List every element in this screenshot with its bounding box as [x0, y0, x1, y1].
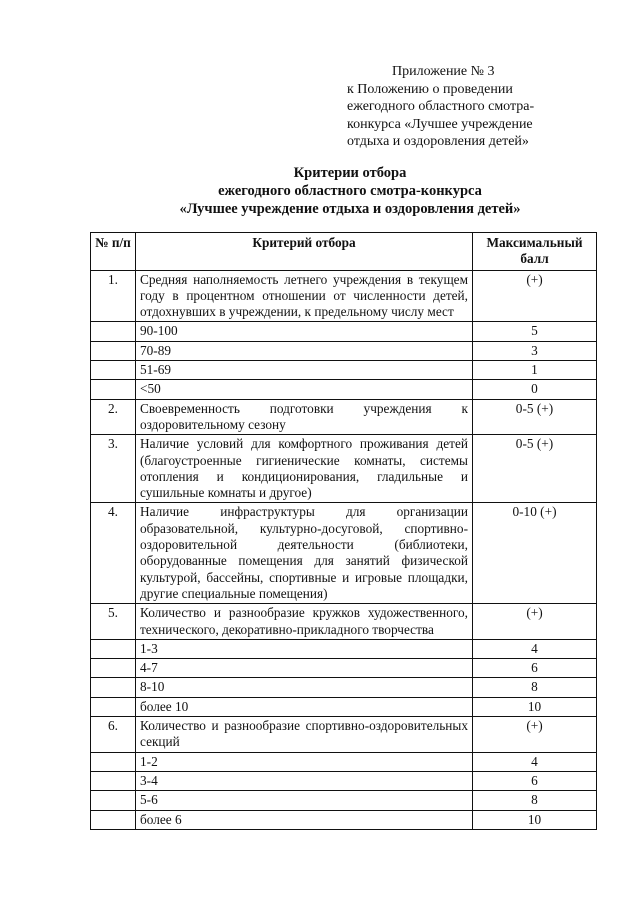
table-row — [91, 322, 597, 341]
table-row — [91, 697, 597, 716]
header-num: № п/п — [91, 233, 136, 271]
row-criterion: Количество и разнообразие спортивно-оздоровительных секций — [136, 717, 473, 753]
table-row — [91, 659, 597, 678]
row-criterion: Наличие условий для комфортного проживания детей (благоустроенные гигиенические комнаты, системы отопления и кондиционирования, гладильные и сушильные комнаты и другое) — [136, 435, 473, 503]
title-line: «Лучшее учреждение отдыха и оздоровления детей» — [179, 201, 521, 217]
row-number — [91, 361, 136, 380]
row-score: 0-5 (+) — [473, 435, 597, 503]
row-number — [91, 322, 136, 341]
appendix-line: к Положению о проведении — [347, 81, 513, 97]
row-criterion: Количество и разнообразие кружков художественного, технического, декоративно-прикладного творчества — [136, 604, 473, 640]
row-number: 2. — [91, 399, 136, 435]
table-row — [91, 380, 597, 399]
appendix-header — [347, 63, 587, 151]
row-number: 1. — [91, 270, 136, 322]
table-body — [91, 270, 597, 829]
table-row — [91, 639, 597, 658]
table-row — [91, 361, 597, 380]
document-title — [60, 164, 640, 218]
row-criterion: 51-69 — [136, 361, 473, 380]
row-number — [91, 678, 136, 697]
row-score: 8 — [473, 791, 597, 810]
table-row — [91, 604, 597, 640]
row-criterion: 4-7 — [136, 659, 473, 678]
row-criterion: Средняя наполняемость летнего учреждения в текущем году в процентном отношении от численности детей, отдохнувших в учреждении, к предельному числу мест — [136, 270, 473, 322]
row-criterion: более 6 — [136, 810, 473, 829]
header-score: Максимальный балл — [473, 233, 597, 271]
row-criterion: 3-4 — [136, 771, 473, 790]
row-criterion: 1-3 — [136, 639, 473, 658]
row-score: (+) — [473, 717, 597, 753]
table-row — [91, 771, 597, 790]
row-score: 5 — [473, 322, 597, 341]
appendix-line: Приложение № 3 — [392, 64, 495, 79]
row-number — [91, 791, 136, 810]
row-score: 1 — [473, 361, 597, 380]
table-row — [91, 810, 597, 829]
row-criterion: Наличие инфраструктуры для организации образовательной, культурно-досуговой, спортивно-оздоровительной деятельности (библиотеки, оборудованные помещения для занятий физической культурой, бассейны, спортивные и игровые площадки, другие специальные помещения) — [136, 503, 473, 604]
row-score: 4 — [473, 752, 597, 771]
table-row — [91, 399, 597, 435]
row-number: 5. — [91, 604, 136, 640]
row-score: 6 — [473, 771, 597, 790]
table-row — [91, 791, 597, 810]
row-criterion: 70-89 — [136, 341, 473, 360]
row-criterion: более 10 — [136, 697, 473, 716]
row-criterion: Своевременность подготовки учреждения к оздоровительному сезону — [136, 399, 473, 435]
row-score: 3 — [473, 341, 597, 360]
row-score: 0-5 (+) — [473, 399, 597, 435]
row-criterion: <50 — [136, 380, 473, 399]
row-score: 6 — [473, 659, 597, 678]
header-criterion: Критерий отбора — [136, 233, 473, 271]
table-row — [91, 678, 597, 697]
table-row — [91, 503, 597, 604]
row-score: 0 — [473, 380, 597, 399]
row-number — [91, 659, 136, 678]
row-number — [91, 341, 136, 360]
title-line: ежегодного областного смотра-конкурса — [218, 183, 482, 199]
appendix-line: ежегодного областного смотра- — [347, 99, 535, 114]
row-score: 0-10 (+) — [473, 503, 597, 604]
row-criterion: 5-6 — [136, 791, 473, 810]
criteria-table — [90, 232, 597, 830]
row-number — [91, 639, 136, 658]
table-row — [91, 752, 597, 771]
title-line: Критерии отбора — [293, 165, 407, 181]
row-number: 4. — [91, 503, 136, 604]
appendix-line: конкурса «Лучшее учреждение — [347, 116, 533, 132]
table-row — [91, 341, 597, 360]
row-number: 6. — [91, 717, 136, 753]
table-row — [91, 435, 597, 503]
appendix-line: отдыха и оздоровления детей» — [347, 134, 529, 149]
table-row — [91, 717, 597, 753]
row-criterion: 90-100 — [136, 322, 473, 341]
row-number — [91, 697, 136, 716]
row-criterion: 1-2 — [136, 752, 473, 771]
row-number — [91, 771, 136, 790]
row-number: 3. — [91, 435, 136, 503]
row-score: (+) — [473, 270, 597, 322]
table-header-row — [91, 233, 597, 271]
table-row — [91, 270, 597, 322]
row-number — [91, 380, 136, 399]
row-score: 8 — [473, 678, 597, 697]
row-score: 4 — [473, 639, 597, 658]
row-number — [91, 810, 136, 829]
row-score: (+) — [473, 604, 597, 640]
row-score: 10 — [473, 697, 597, 716]
row-number — [91, 752, 136, 771]
row-criterion: 8-10 — [136, 678, 473, 697]
row-score: 10 — [473, 810, 597, 829]
